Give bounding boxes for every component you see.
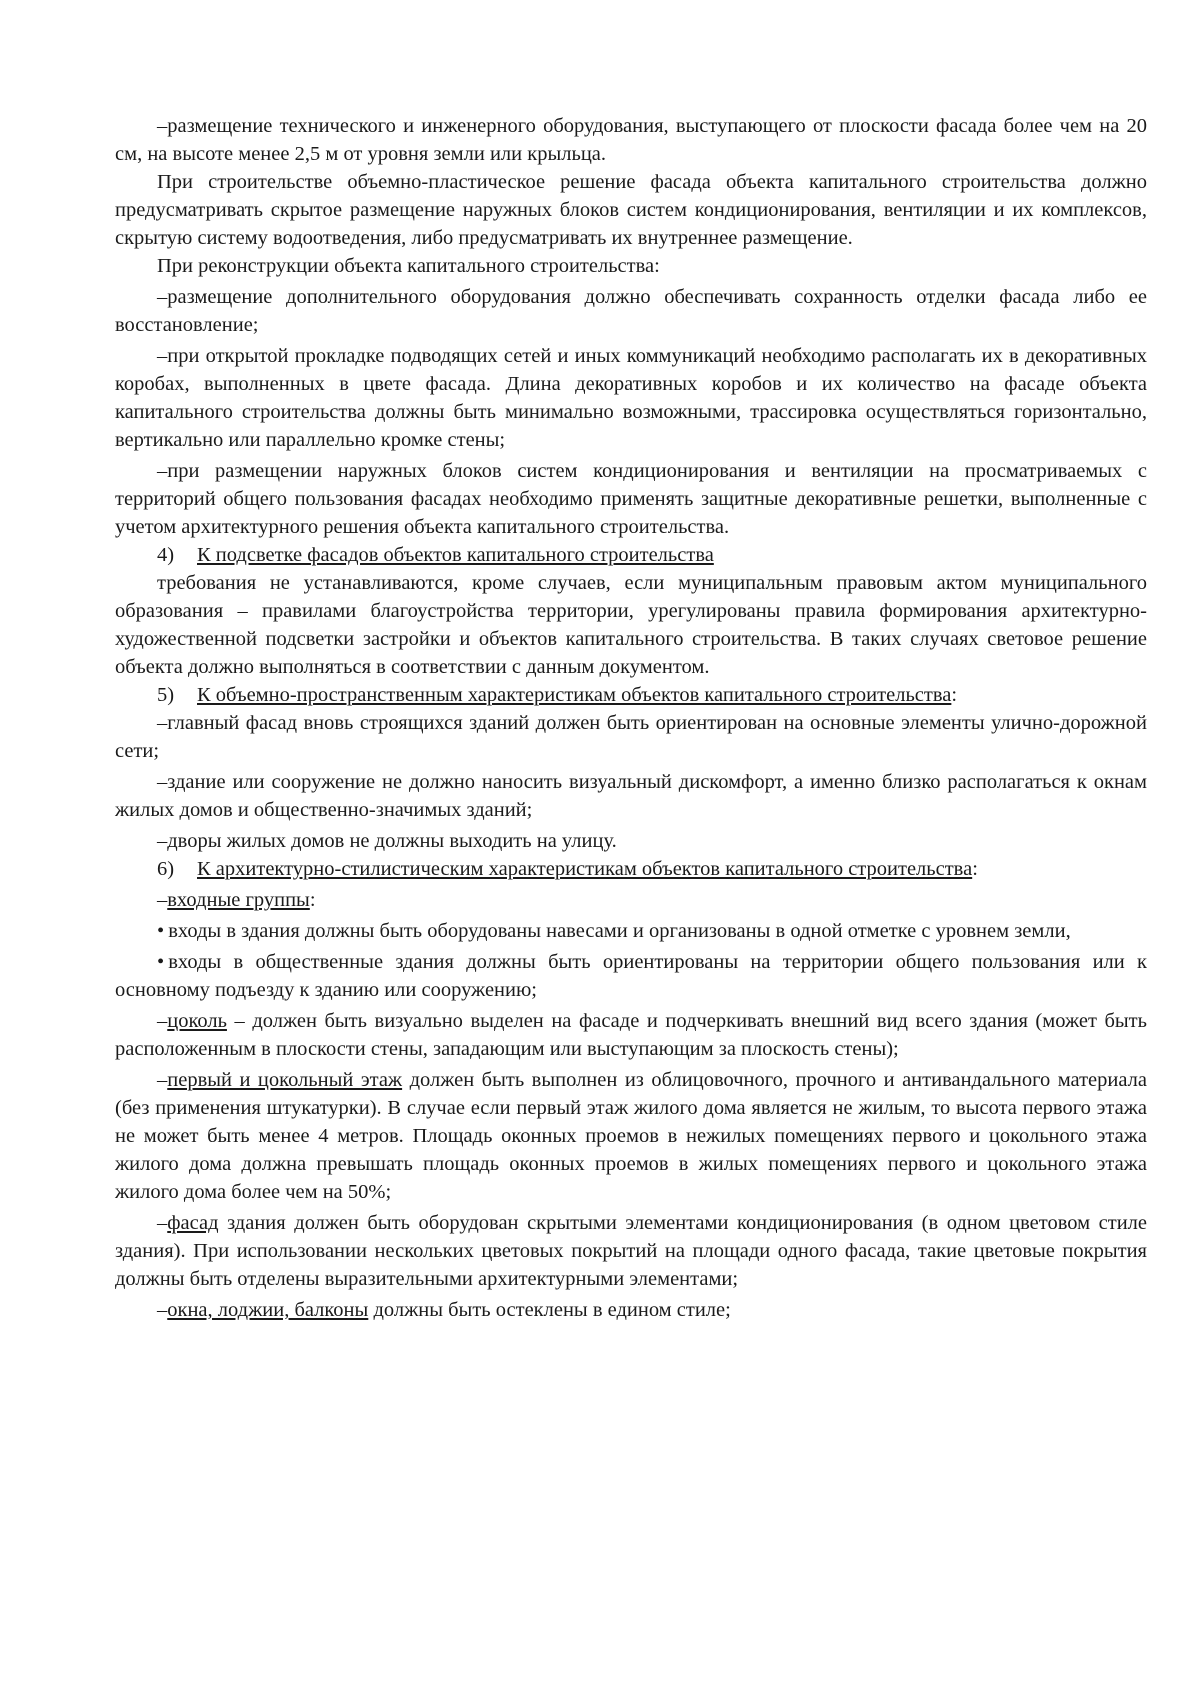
paragraph-facade (115, 1209, 1147, 1293)
bullet-item-public-entrances (115, 948, 1147, 1004)
section-number: 5) (157, 684, 175, 706)
term-underlined: окна, лоджии, балконы (167, 1299, 369, 1321)
section-title: К подсветке фасадов объектов капитального строительства (197, 544, 714, 566)
dash: – (157, 889, 168, 911)
term-tail: должен быть выполнен из облицовочного, прочного и антивандального материала (без применения штукатурки). В случае если первый этаж жилого дома является не жилым, то высота первого этажа не может быть менее 4 метров. Площадь оконных проемов в нежилых помещениях первого и цокольного этажа жилого дома должна превышать площадь оконных проемов в жилых помещениях первого и цокольного этажа жилого дома более чем на 50%; (115, 1069, 1147, 1203)
term-tail: : (309, 889, 316, 911)
paragraph-reconstruction: При реконструкции объекта капитального строительства: (157, 255, 660, 277)
bullet-text: входы в общественные здания должны быть ориентированы на территории общего пользования или к основному подъезду к зданию или сооружению; (115, 951, 1147, 1001)
paragraph-first-floor (115, 1066, 1147, 1206)
paragraph-equipment-placement: –размещение технического и инженерного оборудования, выступающего от плоскости фасада более чем на 20 см, на высоте менее 2,5 м от уровня земли или крыльца. (115, 115, 1147, 165)
paragraph-lighting: требования не устанавливаются, кроме случаев, если муниципальным правовым актом муниципального образования – правилами благоустройства территории, урегулированы правила формирования архитектурно-художественной подсветки застройки и объектов капитального строительства. В таких случаях световое решение объекта должно выполняться в соответствии с данным документом. (115, 572, 1147, 678)
bullet-item-entrances (115, 917, 1147, 945)
section-heading-4 (115, 541, 1147, 569)
term-underlined: первый и цокольный этаж (167, 1069, 403, 1091)
term-underlined: входные группы (167, 889, 310, 911)
dash: – (157, 1069, 168, 1091)
term-tail: здания должен быть оборудован скрытыми элементами кондиционирования (в одном цветовом стиле здания). При использовании нескольких цветовых покрытий на площади одного фасада, такие цветовые покрытия должны быть отделены выразительными архитектурными элементами; (115, 1212, 1147, 1290)
bullet-icon: • (157, 920, 165, 942)
section-title: К архитектурно-стилистическим характеристикам объектов капитального строительства (197, 858, 973, 880)
section-title-colon: : (951, 684, 958, 706)
paragraph-plinth (115, 1007, 1147, 1063)
dash: – (157, 1299, 168, 1321)
document-page (115, 112, 1147, 1327)
section-heading-5 (115, 681, 1147, 709)
term-tail: должны быть остеклены в едином стиле; (368, 1299, 731, 1321)
paragraph-networks: –при открытой прокладке подводящих сетей и иных коммуникаций необходимо располагать их в декоративных коробах, выполненных в цвете фасада. Длина декоративных коробов и их количество на фасаде объекта капитального строительства должны быть минимально возможными, трассировка осуществляться горизонтально, вертикально или параллельно кромке стены; (115, 345, 1147, 451)
section-number: 6) (157, 858, 175, 880)
section-number: 4) (157, 544, 175, 566)
section-heading-6 (115, 855, 1147, 883)
paragraph-ac-blocks: –при размещении наружных блоков систем кондиционирования и вентиляции на просматриваемых с территорий общего пользования фасадах необходимо применять защитные декоративные решетки, выполненные с учетом архитектурного решения объекта капитального строительства. (115, 460, 1147, 538)
bullet-text: входы в здания должны быть оборудованы навесами и организованы в одной отметке с уровнем земли, (168, 920, 1071, 942)
paragraph-construction: При строительстве объемно-пластическое решение фасада объекта капитального строительства должно предусматривать скрытое размещение наружных блоков систем кондиционирования, вентиляции и их комплексов, скрытую систему водоотведения, либо предусматривать их внутреннее размещение. (115, 171, 1147, 249)
term-tail: – должен быть визуально выделен на фасаде и подчеркивать внешний вид всего здания (может быть расположенным в плоскости стены, западающим или выступающим за плоскость стены); (115, 1010, 1147, 1060)
paragraph-windows (115, 1296, 1147, 1324)
paragraph-entrance-groups (115, 886, 1147, 914)
paragraph-visual-discomfort: –здание или сооружение не должно наносить визуальный дискомфорт, а именно близко располагаться к окнам жилых домов и общественно-значимых зданий; (115, 771, 1147, 821)
paragraph-yards: –дворы жилых домов не должны выходить на улицу. (157, 830, 617, 852)
term-underlined: фасад (167, 1212, 219, 1234)
bullet-icon: • (157, 951, 165, 973)
term-underlined: цоколь (167, 1010, 227, 1032)
dash: – (157, 1010, 168, 1032)
section-title: К объемно-пространственным характеристикам объектов капитального строительства (197, 684, 952, 706)
section-title-colon: : (972, 858, 978, 880)
paragraph-additional-equipment: –размещение дополнительного оборудования должно обеспечивать сохранность отделки фасада либо ее восстановление; (115, 286, 1147, 336)
paragraph-main-facade: –главный фасад вновь строящихся зданий должен быть ориентирован на основные элементы улично-дорожной сети; (115, 712, 1147, 762)
dash: – (157, 1212, 168, 1234)
